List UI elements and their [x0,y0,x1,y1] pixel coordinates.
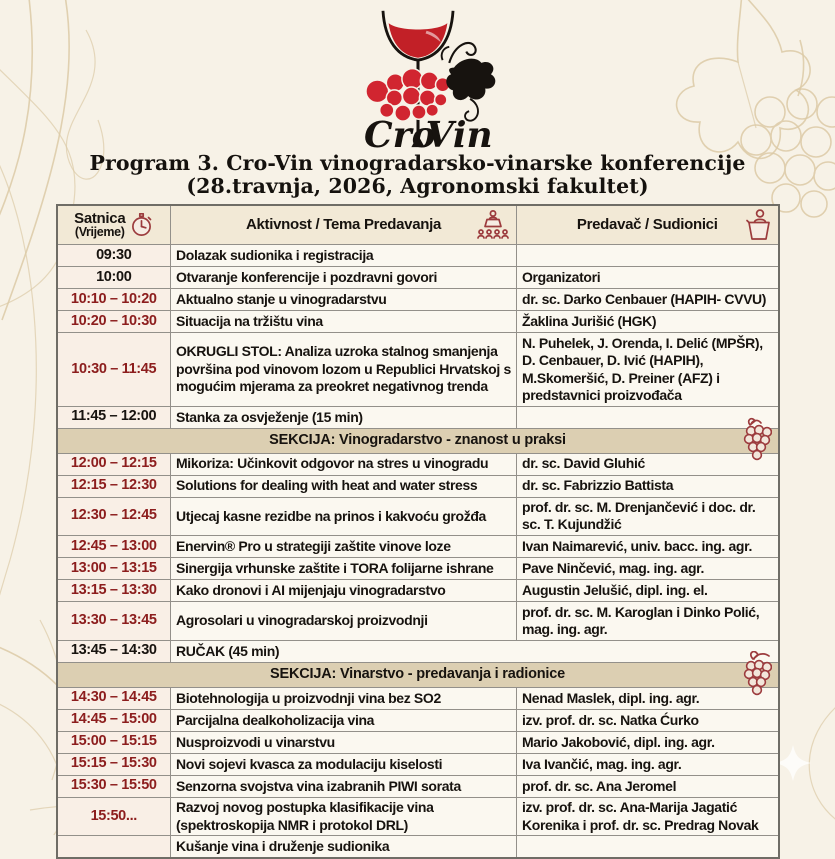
time-cell [57,836,171,858]
speaker-lectern-icon [745,209,772,241]
table-row [57,311,779,333]
activity-cell: Sinergija vrhunske zaštite i TORA folijarne ishrane [171,558,517,580]
speaker-cell: Iva Ivančić, mag. ing. agr. [517,753,779,775]
time-cell: 10:20 – 10:30 [57,311,171,333]
program-schedule-table [56,204,780,859]
activity-cell: Mikoriza: Učinkovit odgovor na stres u vinogradu [171,453,517,475]
speaker-cell: dr. sc. Fabrizzio Battista [517,475,779,497]
time-cell: 15:00 – 15:15 [57,731,171,753]
table-row [57,333,779,406]
time-cell: 13:45 – 14:30 [57,640,171,662]
speaker-cell: prof. dr. sc. Ana Jeromel [517,775,779,797]
section-row [57,662,779,687]
brand-header [0,0,835,198]
time-cell: 12:45 – 13:00 [57,536,171,558]
time-cell: 11:45 – 12:00 [57,406,171,428]
speaker-cell: prof. dr. sc. M. Karoglan i Dinko Polić, mag. ing. agr. [517,602,779,641]
speaker-cell: Nenad Maslek, dipl. ing. agr. [517,687,779,709]
speaker-cell: Mario Jakobović, dipl. ing. agr. [517,731,779,753]
speaker-cell: Pave Ninčević, mag. ing. agr. [517,558,779,580]
time-cell: 15:15 – 15:30 [57,753,171,775]
table-row [57,453,779,475]
column-header-speakers [517,205,779,245]
activity-cell: Dolazak sudionika i registracija [171,245,517,267]
activity-cell: Enervin® Pro u strategiji zaštite vinove loze [171,536,517,558]
time-cell: 15:30 – 15:50 [57,775,171,797]
time-cell: 13:30 – 13:45 [57,602,171,641]
speaker-cell: Žaklina Jurišić (HGK) [517,311,779,333]
presentation-audience-icon [476,210,510,240]
speaker-cell [517,406,779,428]
activity-cell: Biotehnologija u proizvodnji vina bez SO2 [171,687,517,709]
activity-cell: Senzorna svojstva vina izabranih PIWI sorata [171,775,517,797]
table-row [57,580,779,602]
activity-cell: Agrosolari u vinogradarskoj proizvodnji [171,602,517,641]
table-row [57,797,779,836]
time-cell: 14:45 – 15:00 [57,709,171,731]
activity-cell: Solutions for dealing with heat and water stress [171,475,517,497]
activity-cell: Utjecaj kasne rezidbe na prinos i kakvoću grožđa [171,497,517,536]
time-column-sublabel: (Vrijeme) [74,225,125,240]
activity-cell: Kako dronovi i AI mijenjaju vinogradarstvo [171,580,517,602]
time-cell: 09:30 [57,245,171,267]
grapes-icon [742,417,772,464]
table-row [57,836,779,858]
activity-cell: Kušanje vina i druženje sudionika [171,836,517,858]
table-row [57,602,779,641]
time-cell: 12:00 – 12:15 [57,453,171,475]
time-cell: 12:30 – 12:45 [57,497,171,536]
crovin-logo [323,8,513,150]
speaker-cell: izv. prof. dr. sc. Natka Ćurko [517,709,779,731]
column-header-time [57,205,171,245]
table-row [57,709,779,731]
table-header-row [57,205,779,245]
speaker-cell: Organizatori [517,267,779,289]
speaker-cell: N. Puhelek, J. Orenda, I. Delić (MPŠR), D. Cenbauer, D. Ivić (HAPIH), M.Skomeršić, D. Preiner (AFZ) i predstavnici proizvođača [517,333,779,406]
speaker-cell [517,836,779,858]
table-row [57,775,779,797]
activity-cell: Stanka za osvježenje (15 min) [171,406,517,428]
time-cell: 14:30 – 14:45 [57,687,171,709]
table-row [57,687,779,709]
speakers-column-label: Predavač / Sudionici [576,215,718,233]
title-line-2: (28.travnja, 2026, Agronomski fakultet) [186,173,649,198]
table-row [57,640,779,662]
logo-text-vin: Vin [425,114,493,150]
speaker-cell [517,245,779,267]
table-row [57,753,779,775]
column-header-activity [171,205,517,245]
activity-cell: Parcijalna dealkoholizacija vina [171,709,517,731]
page-title [0,152,835,198]
activity-cell: RUČAK (45 min) [171,640,779,662]
activity-cell: Situacija na tržištu vina [171,311,517,333]
table-row [57,245,779,267]
speaker-cell: dr. sc. Darko Cenbauer (HAPIH- CVVU) [517,289,779,311]
activity-cell: Nusproizvodi u vinarstvu [171,731,517,753]
table-row [57,731,779,753]
speaker-cell: Ivan Naimarević, univ. bacc. ing. agr. [517,536,779,558]
time-cell: 13:15 – 13:30 [57,580,171,602]
table-row [57,536,779,558]
time-cell: 10:30 – 11:45 [57,333,171,406]
time-cell: 10:00 [57,267,171,289]
activity-cell: OKRUGLI STOL: Analiza uzroka stalnog smanjenja površina pod vinovom lozom u Republici Hrvatskoj s mogućim mjerama za preokret negativnog trenda [171,333,517,406]
clock-icon [130,213,153,237]
section-row [57,428,779,453]
time-cell: 13:00 – 13:15 [57,558,171,580]
time-cell: 12:15 – 12:30 [57,475,171,497]
table-row [57,289,779,311]
logo-text-cro: Cro [363,114,436,150]
section-title: SEKCIJA: Vinarstvo - predavanja i radionice [57,662,779,687]
activity-cell: Aktualno stanje u vinogradarstvu [171,289,517,311]
speaker-cell: dr. sc. David Gluhić [517,453,779,475]
grapes-leaf-icon [742,651,772,698]
table-row [57,267,779,289]
table-row [57,497,779,536]
section-title: SEKCIJA: Vinogradarstvo - znanost u praksi [57,428,779,453]
activity-cell: Novi sojevi kvasca za modulaciju kiselosti [171,753,517,775]
title-line-1: Program 3. Cro-Vin vinogradarsko-vinarske konferencije [89,151,746,175]
time-cell: 15:50... [57,797,171,836]
time-column-label: Satnica [74,210,126,228]
schedule-body [57,245,779,858]
activity-cell: Otvaranje konferencije i pozdravni govori [171,267,517,289]
table-row [57,406,779,428]
speaker-cell: prof. dr. sc. M. Drenjančević i doc. dr. sc. T. Kujundžić [517,497,779,536]
table-row [57,558,779,580]
activity-cell: Razvoj novog postupka klasifikacije vina (spektroskopija NMR i protokol DRL) [171,797,517,836]
speaker-cell: Augustin Jelušić, dipl. ing. el. [517,580,779,602]
activity-column-label: Aktivnost / Tema Predavanja [245,215,442,233]
table-row [57,475,779,497]
time-cell: 10:10 – 10:20 [57,289,171,311]
speaker-cell: izv. prof. dr. sc. Ana-Marija Jagatić Korenika i prof. dr. sc. Predrag Novak [517,797,779,836]
